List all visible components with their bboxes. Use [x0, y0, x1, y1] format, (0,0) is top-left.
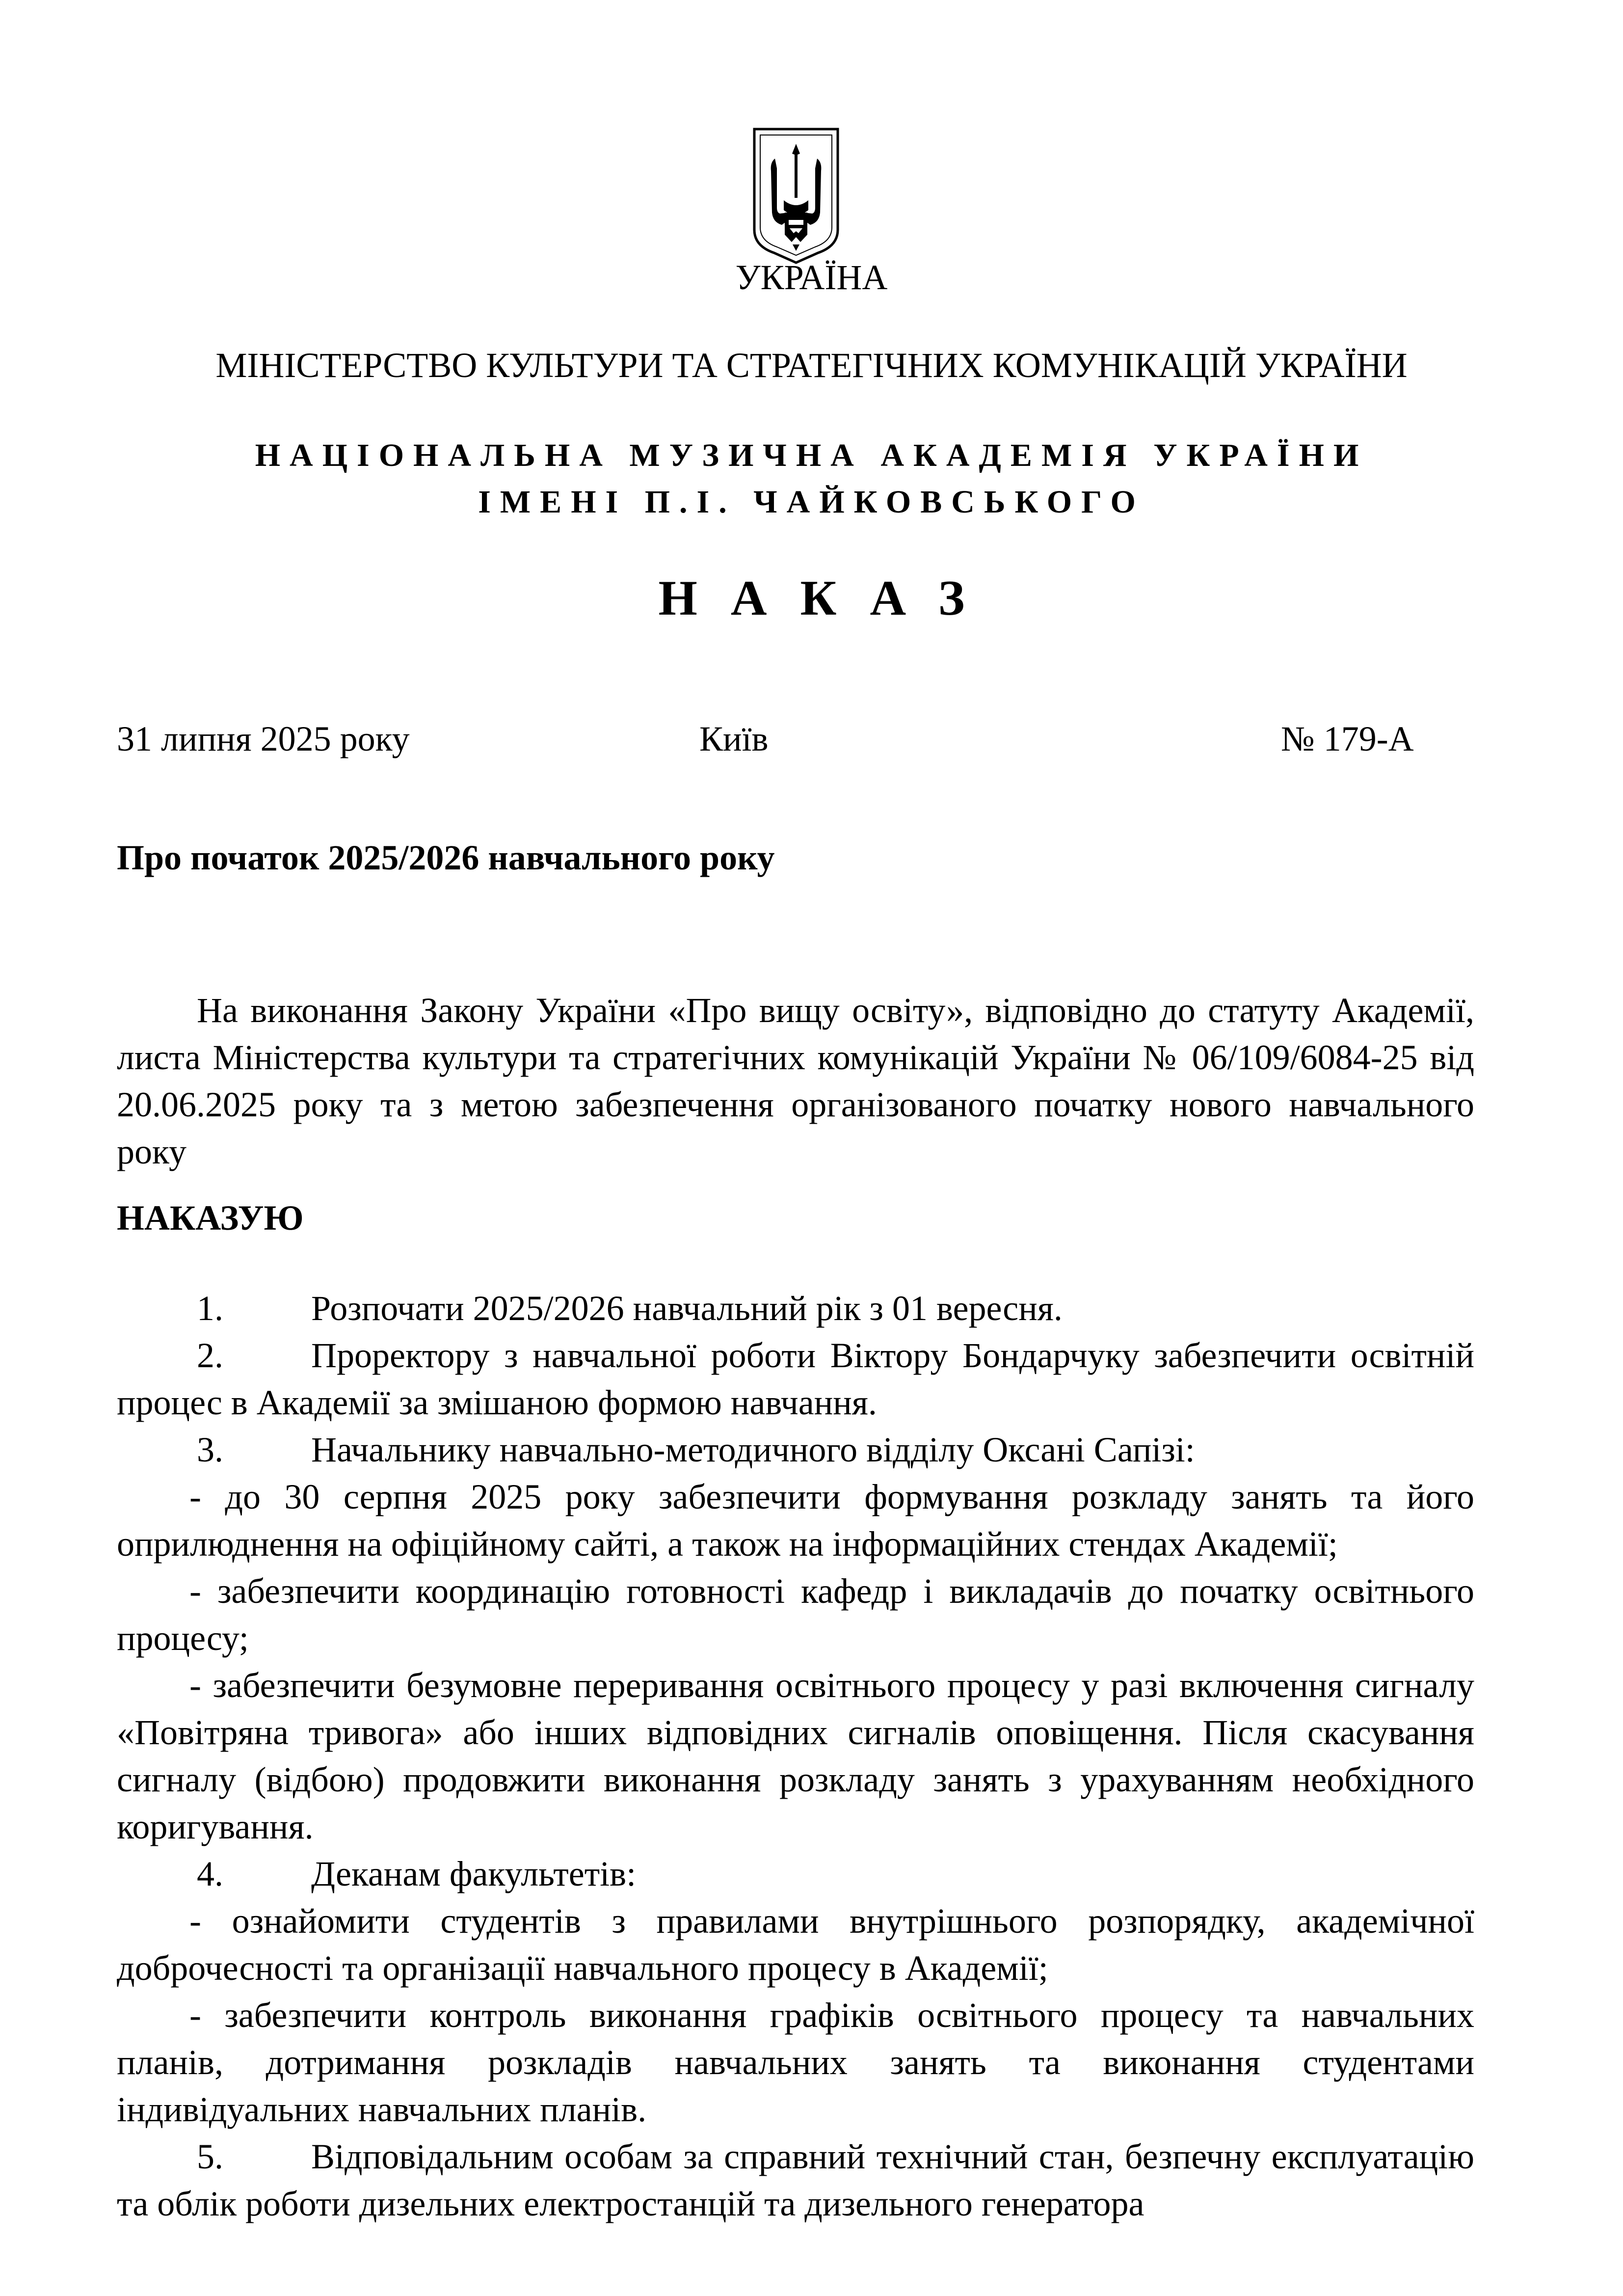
academy-name-line2: ІМЕНІ П.І. ЧАЙКОВСЬКОГО [478, 484, 1145, 520]
preamble-paragraph: На виконання Закону України «Про вищу освіту», відповідно до статуту Академії, листа Міністерства культури та стратегічних комунікацій України № 06/109/6084-25 від 20.06.2025 року та з метою забезпечення організованого початку нового навчального року [117, 991, 1474, 1171]
item-text: Начальнику навчально-методичного відділу Оксані Сапізі: [311, 1430, 1195, 1469]
order-directive-heading: НАКАЗУЮ [117, 1198, 304, 1238]
order-subitem: - ознайомити студентів з правилами внутрішнього розпорядку, академічної доброчесності та організації навчального процесу в Академії; [117, 1901, 1474, 1988]
order-item [117, 1285, 1474, 1332]
country-name: УКРАЇНА [735, 258, 888, 297]
order-item [117, 1332, 1474, 1426]
ministry-name: МІНІСТЕРСТВО КУЛЬТУРИ ТА СТРАТЕГІЧНИХ КОМУНІКАЦІЙ УКРАЇНИ [215, 346, 1408, 385]
trident-emblem-icon [749, 124, 843, 267]
document-type-title: НАКАЗ [658, 570, 998, 626]
order-date: 31 липня 2025 року [117, 719, 410, 758]
item-text: Відповідальним особам за справний технічний стан, безпечну експлуатацію та облік роботи дизельних електростанцій та дизельного генератора [117, 2137, 1474, 2223]
item-number: 4. [197, 1854, 223, 1893]
order-city: Київ [699, 719, 769, 758]
item-number: 5. [197, 2137, 223, 2176]
order-subject: Про початок 2025/2026 навчального року [117, 838, 775, 877]
order-subitem: - забезпечити безумовне переривання освітнього процесу у разі включення сигналу «Повітряна тривога» або інших відповідних сигналів оповіщення. Після скасування сигналу (відбою) продовжити виконання розкладу занять з урахуванням необхідного коригування. [117, 1666, 1474, 1846]
order-subitem: - забезпечити контроль виконання графіків освітнього процесу та навчальних планів, дотримання розкладів навчальних занять та виконання студентами індивідуальних навчальних планів. [117, 1996, 1474, 2129]
order-number: № 179-А [1281, 719, 1414, 758]
academy-name-line1: НАЦІОНАЛЬНА МУЗИЧНА АКАДЕМІЯ УКРАЇНИ [255, 437, 1368, 473]
order-items-list [117, 1285, 1474, 2227]
item-text: Проректору з навчальної роботи Віктору Бондарчуку забезпечити освітній процес в Академії за змішаною формою навчання. [117, 1336, 1474, 1422]
item-number: 2. [197, 1336, 223, 1375]
order-item [117, 2133, 1474, 2227]
item-text: Деканам факультетів: [311, 1854, 637, 1893]
item-number: 3. [197, 1430, 223, 1469]
order-item [117, 1426, 1474, 1473]
order-subitem: - забезпечити координацію готовності кафедр і викладачів до початку освітнього процесу; [117, 1571, 1474, 1658]
item-number: 1. [197, 1289, 223, 1328]
order-subitem: - до 30 серпня 2025 року забезпечити формування розкладу занять та його оприлюднення на офіційному сайті, а також на інформаційних стендах Академії; [117, 1477, 1474, 1564]
order-item [117, 1850, 1474, 1897]
item-text: Розпочати 2025/2026 навчальний рік з 01 вересня. [311, 1289, 1063, 1328]
